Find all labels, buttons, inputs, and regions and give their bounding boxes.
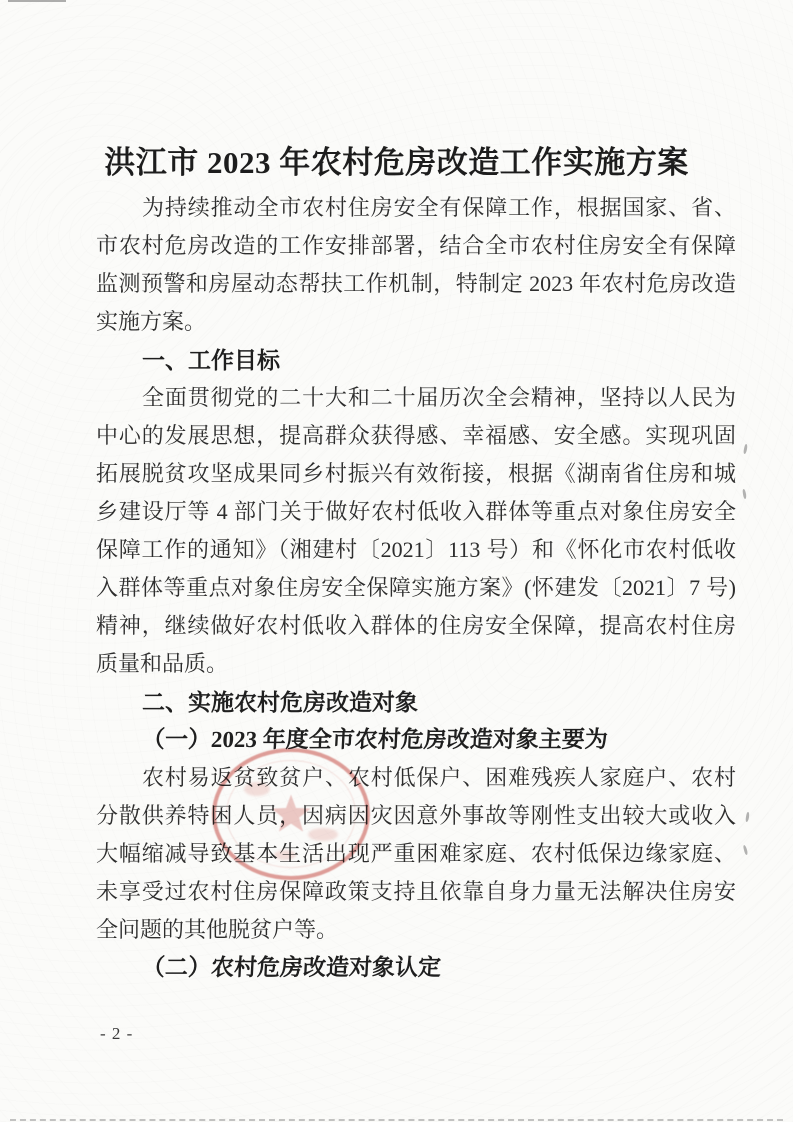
paragraph-line: 全问题的其他脱贫户等。: [96, 917, 339, 942]
document-body: [96, 189, 736, 987]
paragraph-line: 实施方案。: [96, 309, 207, 334]
paragraph-line: 大幅缩减导致基本生活出现严重困难家庭、农村低保边缘家庭、: [96, 841, 736, 866]
scan-artifact-mark: [742, 489, 746, 499]
paragraph-line: 分散供养特困人员，因病因灾因意外事故等刚性支出较大或收入: [96, 803, 736, 828]
page-number: - 2 -: [100, 1024, 134, 1043]
paragraph-line: 拓展脱贫攻坚成果同乡村振兴有效衔接，根据《湖南省住房和城: [96, 461, 736, 486]
scan-artifact-mark: [743, 444, 748, 454]
paragraph-line: 质量和品质。: [96, 651, 229, 676]
paragraph-line: 乡建设厅等 4 部门关于做好农村低收入群体等重点对象住房安全: [96, 499, 736, 524]
paragraph-line: 未享受过农村住房保障政策支持且依靠自身力量无法解决住房安: [96, 879, 736, 904]
subheading-line: （一）2023 年度全市农村危房改造对象主要为: [141, 727, 609, 752]
paragraph-line: 入群体等重点对象住房安全保障实施方案》(怀建发〔2021〕7 号): [96, 575, 736, 600]
paragraph-line: 为持续推动全市农村住房安全有保障工作，根据国家、省、: [142, 195, 736, 220]
paragraph-line: 精神，继续做好农村低收入群体的住房安全保障，提高农村住房: [96, 613, 736, 638]
paragraph-line: 中心的发展思想，提高群众获得感、幸福感、安全感。实现巩固: [96, 423, 736, 448]
heading-line: 一、工作目标: [142, 347, 280, 373]
paragraph-line: 保障工作的通知》（湘建村〔2021〕113 号）和《怀化市农村低收: [96, 537, 736, 562]
scan-artifact-bottom-edge: [10, 1119, 783, 1121]
paragraph-line: 农村易返贫致贫户、农村低保户、困难残疾人家庭户、农村: [142, 765, 736, 790]
paragraph-line: 监测预警和房屋动态帮扶工作机制，特制定 2023 年农村危房改造: [96, 271, 736, 296]
document-title: 洪江市 2023 年农村危房改造工作实施方案: [104, 144, 689, 180]
heading-line: 二、实施农村危房改造对象: [142, 689, 418, 715]
scan-artifact-mark: [745, 812, 750, 822]
paragraph-line: 全面贯彻党的二十大和二十届历次全会精神，坚持以人民为: [142, 385, 736, 410]
scan-artifact-top-edge: [8, 0, 66, 2]
subheading-line: （二）农村危房改造对象认定: [141, 955, 442, 980]
paragraph-line: 市农村危房改造的工作安排部署，结合全市农村住房安全有保障: [96, 233, 736, 258]
scan-artifact-mark: [743, 845, 748, 855]
